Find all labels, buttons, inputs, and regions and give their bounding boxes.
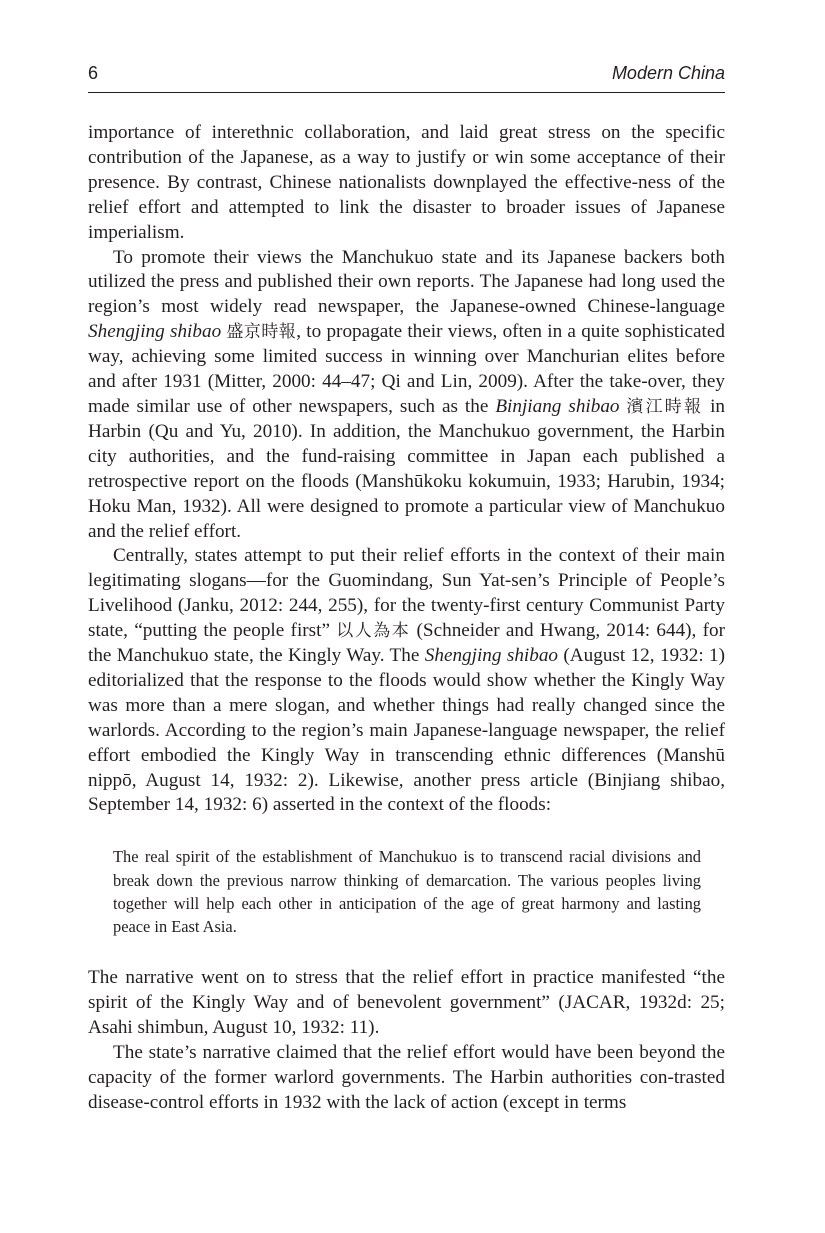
paragraph-3-text-2: (Schneider and Hwang, 2014: 644), for the Manchukuo state, the Kingly Way. The [88, 620, 726, 667]
paragraph-3-text-1: Centrally, states attempt to put their relief efforts in the context of their main legitimating slogans—for the Guomindang, Sun Yat-sen’s Principle of People’s Livelihood (Janku, 2012: 244, 255), for the twenty-first century Communist Party state, “putting the people first” [88, 545, 725, 642]
paragraph-3-text-3: (August 12, 1932: 1) editorialized that the response to the floods would show whether the Kingly Way was more than a mere slogan, and whether things had really changed since the warlords. According to the region’s main Japanese-language newspaper, the relief effort embodied the Kingly Way in transcending ethnic differences (Manshū nippō, August 14, 1932: 2). Likewise, another press article (Binjiang shibao, September 14, 1932: 6) asserted in the context of the floods: [88, 645, 725, 816]
paragraph-3 [88, 544, 725, 818]
paragraph-2-text-3: in Harbin (Qu and Yu, 2010). In addition, the Manchukuo government, the Harbin city authorities, and the fund-raising committee in Japan each published a retrospective report on the floods (Manshūkoku kokumuin, 1933; Harubin, 1934; Hoku Man, 1932). All were designed to promote a particular view of Manchukuo and the relief effort. [88, 395, 725, 542]
newspaper-title-shengjing-shibao-2: Shengjing shibao [424, 645, 559, 667]
paragraph-5: The state’s narrative claimed that the relief effort would have been beyond the capacity of the former warlord governments. The Harbin authorities con-trasted disease-control efforts in 1932 with the lack of action (except in terms [88, 1041, 725, 1113]
newspaper-title-binjiang-shibao: Binjiang shibao [495, 395, 620, 417]
paragraph-2-text-2: , to propagate their views, often in a quite sophisticated way, achieving some limited success in winning over Manchurian elites before and after 1931 (Mitter, 2000: 44–47; Qi and Lin, 2009). After the take-over, they made similar use of other newspapers, such as the [88, 321, 725, 417]
chinese-characters-slogan: 以人為本 [336, 621, 411, 642]
newspaper-title-shengjing-shibao: Shengjing shibao [88, 321, 222, 343]
paragraph-1: importance of interethnic collaboration, and laid great stress on the specific contribution of the Japanese, as a way to justify or win some acceptance of their presence. By contrast, Chinese nationalists downplayed the effective-ness of the relief effort and attempted to link the disaster to broader issues of Japanese imperialism. [88, 122, 725, 243]
paragraph-2 [88, 246, 725, 545]
running-head [88, 62, 725, 93]
block-quote: The real spirit of the establishment of Manchukuo is to transcend racial divisions and break down the previous narrow thinking of demarcation. The various peoples living together will help each other in anticipation of the age of great harmony and lasting peace in East Asia. [113, 847, 701, 936]
chinese-characters-shengjing-shibao: 盛京時報 [226, 322, 297, 343]
paragraph-2-text-1: To promote their views the Manchukuo state and its Japanese backers both utilized the press and published their own reports. The Japanese had long used the region’s most widely read newspaper, the Japanese-owned Chinese-language [88, 246, 725, 318]
article-body [88, 121, 725, 1116]
page-number: 6 [88, 63, 99, 83]
chinese-characters-binjiang-shibao: 濱江時報 [626, 396, 704, 417]
paragraph-4: The narrative went on to stress that the relief effort in practice manifested “the spirit of the Kingly Way and of benevolent government” (JACAR, 1932d: 25; Asahi shimbun, August 10, 1932: 11). [88, 967, 725, 1038]
journal-title: Modern China [611, 63, 725, 83]
